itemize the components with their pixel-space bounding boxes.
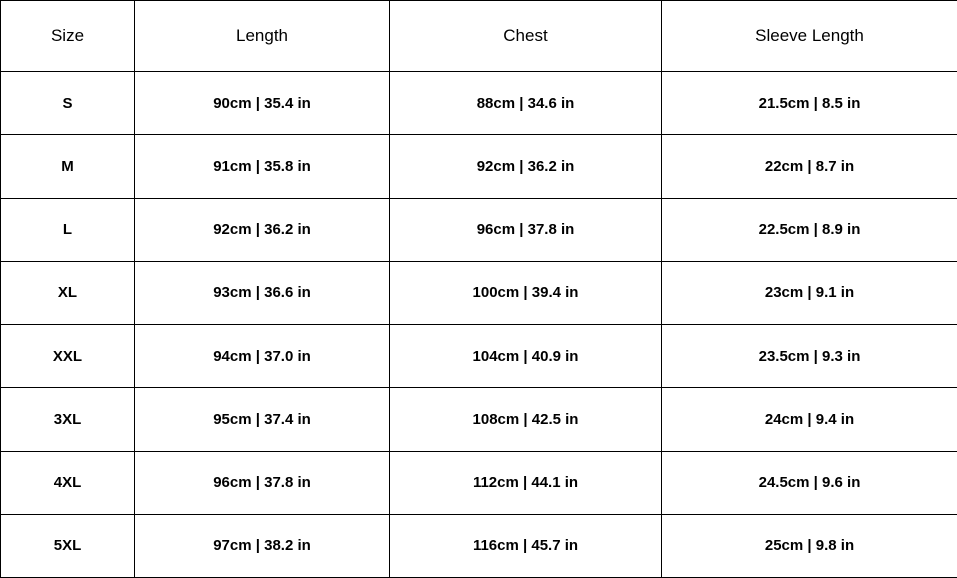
cell-length: 97cm | 38.2 in (135, 514, 390, 577)
cell-sleeve-length: 24cm | 9.4 in (662, 388, 957, 451)
cell-sleeve-length: 21.5cm | 8.5 in (662, 72, 957, 135)
cell-length: 93cm | 36.6 in (135, 261, 390, 324)
cell-sleeve-length: 23.5cm | 9.3 in (662, 325, 957, 388)
cell-size: S (1, 72, 135, 135)
column-header-chest: Chest (390, 1, 662, 72)
cell-sleeve-length: 24.5cm | 9.6 in (662, 451, 957, 514)
cell-sleeve-length: 23cm | 9.1 in (662, 261, 957, 324)
cell-size: XL (1, 261, 135, 324)
table-row (1, 198, 957, 261)
table-header (1, 1, 957, 72)
cell-size: L (1, 198, 135, 261)
cell-chest: 108cm | 42.5 in (390, 388, 662, 451)
table-row (1, 72, 957, 135)
cell-chest: 96cm | 37.8 in (390, 198, 662, 261)
cell-chest: 116cm | 45.7 in (390, 514, 662, 577)
cell-sleeve-length: 22.5cm | 8.9 in (662, 198, 957, 261)
table-row (1, 135, 957, 198)
cell-chest: 100cm | 39.4 in (390, 261, 662, 324)
cell-length: 92cm | 36.2 in (135, 198, 390, 261)
cell-size: XXL (1, 325, 135, 388)
table-row (1, 388, 957, 451)
column-header-length: Length (135, 1, 390, 72)
column-header-sleeve-length: Sleeve Length (662, 1, 957, 72)
cell-length: 91cm | 35.8 in (135, 135, 390, 198)
table-header-row (1, 1, 957, 72)
cell-sleeve-length: 22cm | 8.7 in (662, 135, 957, 198)
cell-length: 96cm | 37.8 in (135, 451, 390, 514)
cell-size: M (1, 135, 135, 198)
cell-chest: 88cm | 34.6 in (390, 72, 662, 135)
table-body (1, 72, 957, 578)
table-row (1, 514, 957, 577)
cell-size: 5XL (1, 514, 135, 577)
cell-size: 3XL (1, 388, 135, 451)
cell-length: 94cm | 37.0 in (135, 325, 390, 388)
cell-length: 95cm | 37.4 in (135, 388, 390, 451)
cell-chest: 104cm | 40.9 in (390, 325, 662, 388)
table-row (1, 261, 957, 324)
table-row (1, 451, 957, 514)
column-header-size: Size (1, 1, 135, 72)
cell-size: 4XL (1, 451, 135, 514)
cell-sleeve-length: 25cm | 9.8 in (662, 514, 957, 577)
cell-length: 90cm | 35.4 in (135, 72, 390, 135)
table-row (1, 325, 957, 388)
cell-chest: 92cm | 36.2 in (390, 135, 662, 198)
cell-chest: 112cm | 44.1 in (390, 451, 662, 514)
